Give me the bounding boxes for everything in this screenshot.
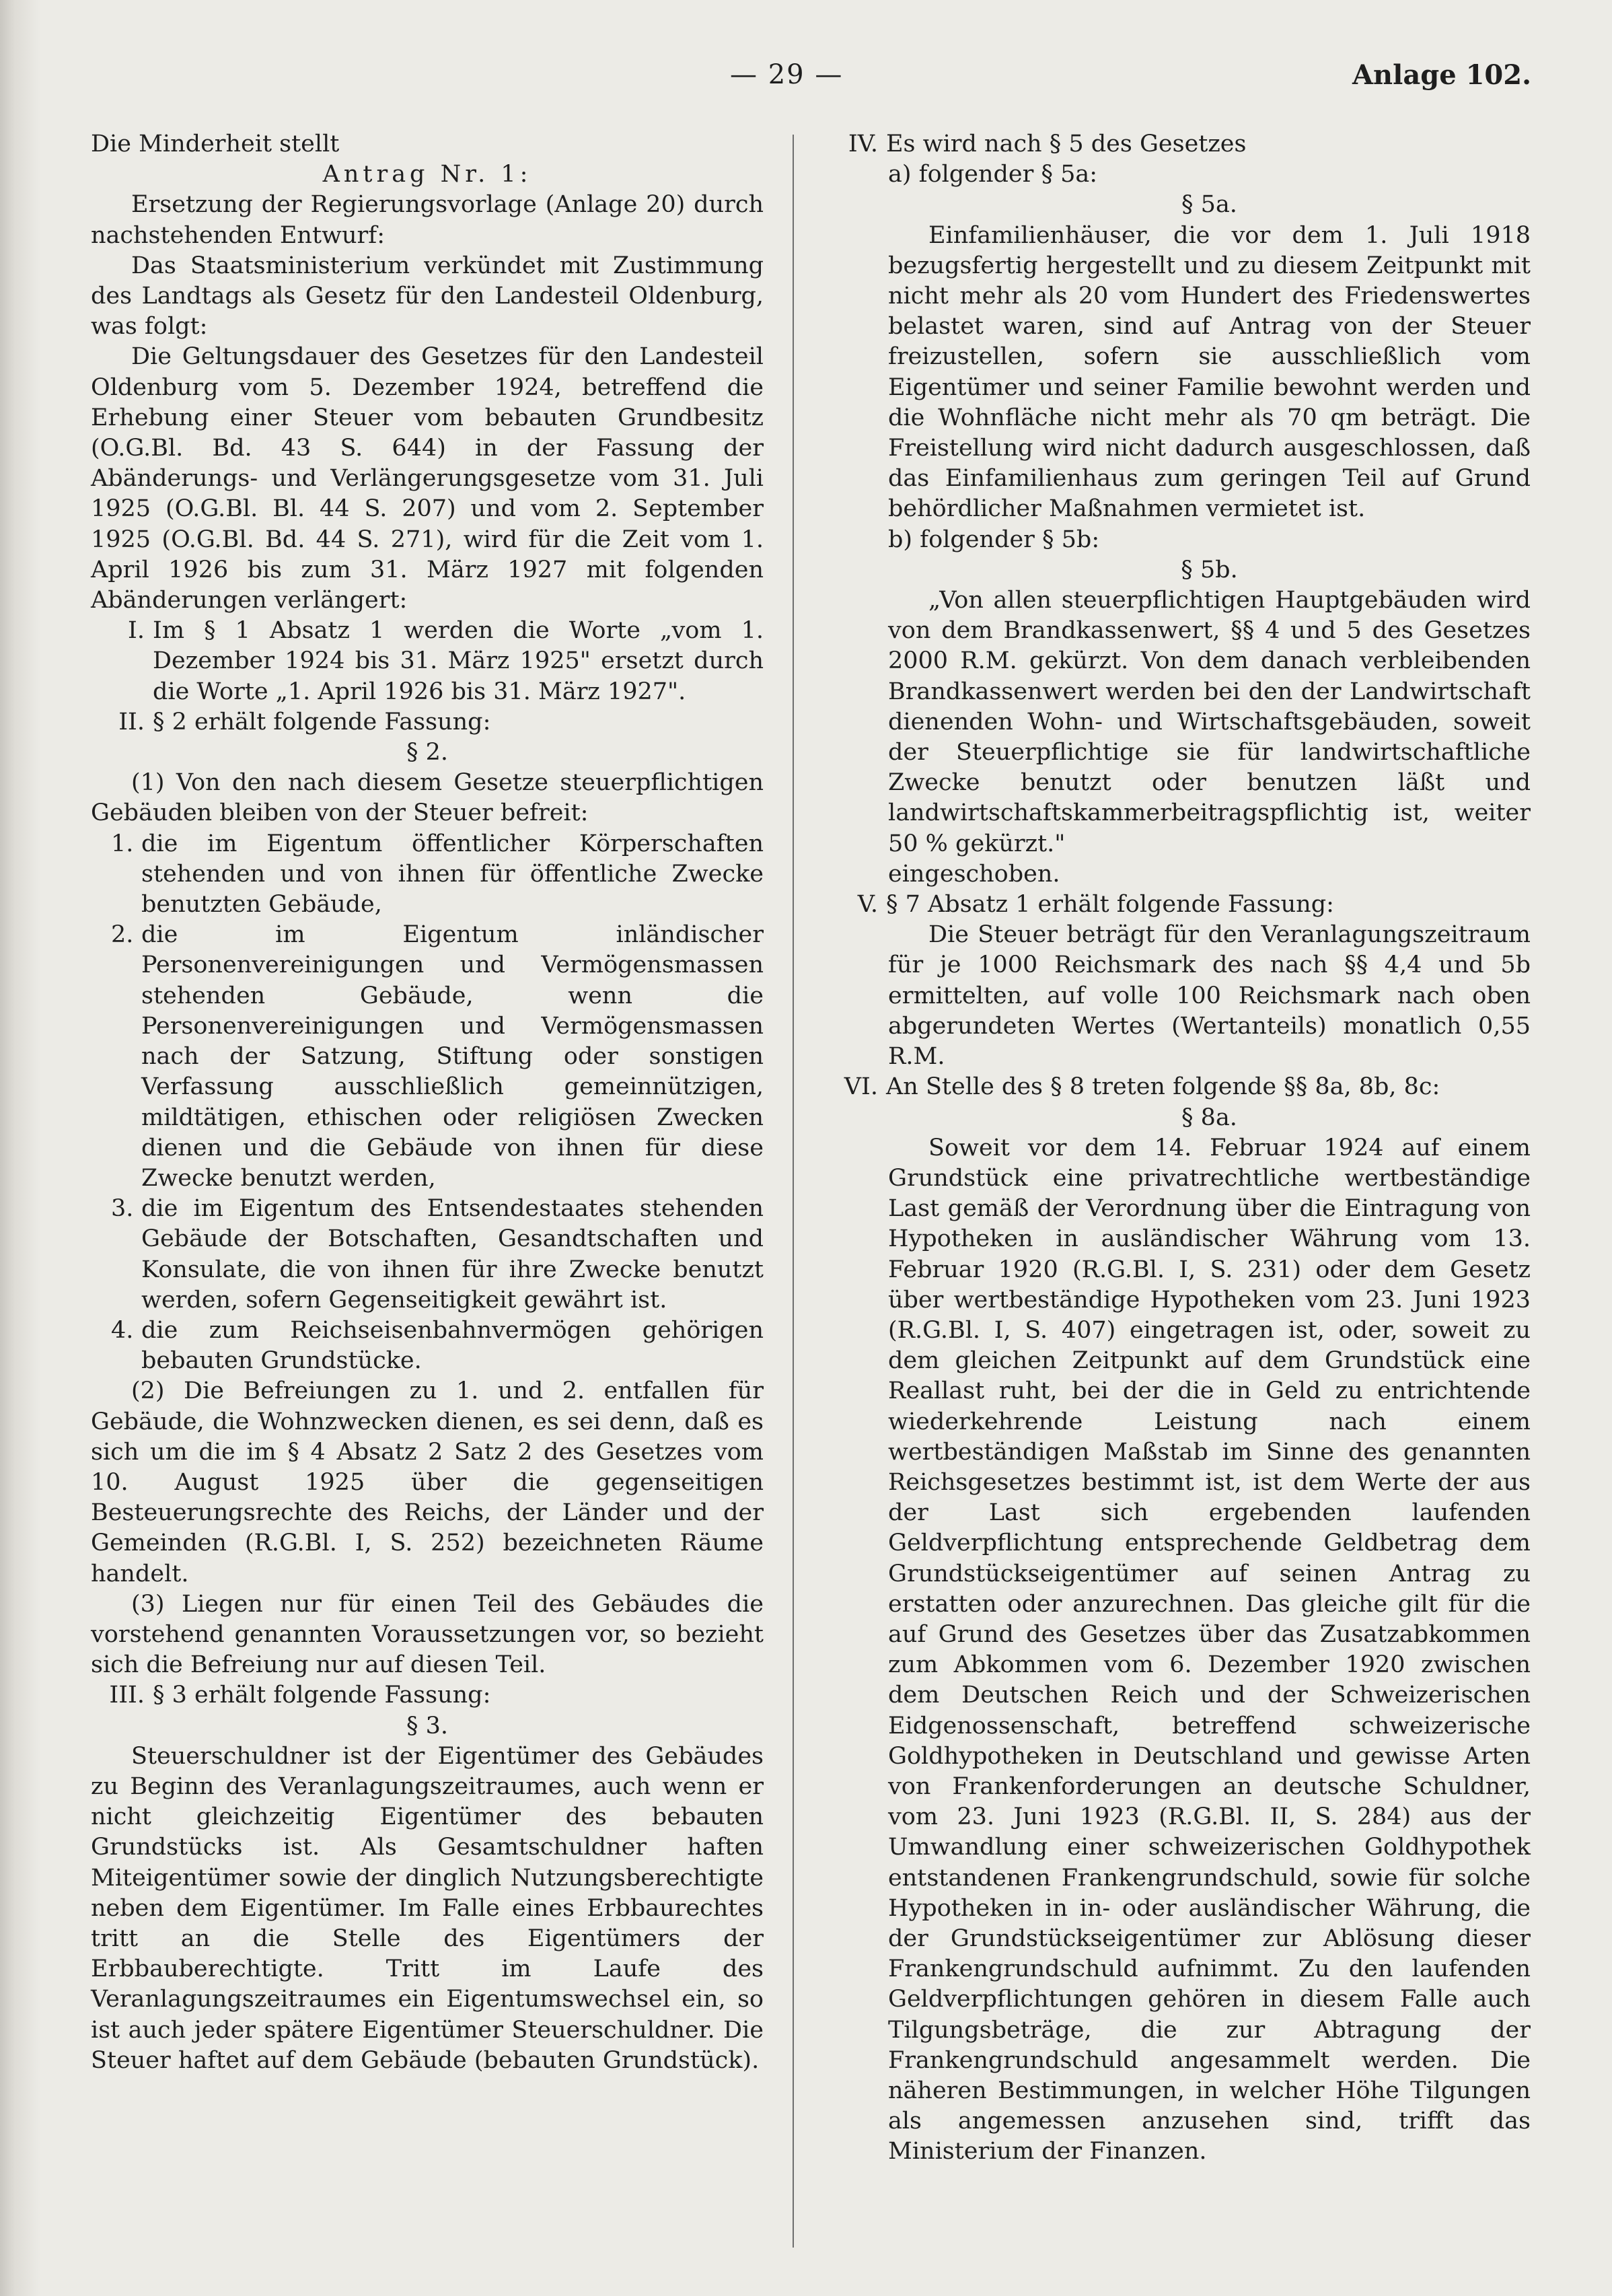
right-column — [844, 129, 1531, 2167]
list-item-number: 1. — [111, 830, 134, 857]
paragraph-heading: § 3. — [406, 1712, 449, 1739]
section-1 — [91, 616, 764, 707]
section-4 — [824, 129, 1531, 159]
list-item — [111, 1316, 764, 1376]
list-item-number: 2. — [111, 921, 134, 949]
enactment-clause: Das Staatsministerium verkündet mit Zustimmung des Landtags als Gesetz für den Landesteil Oldenburg, was folgt: — [91, 252, 764, 340]
paragraph-text: Steuerschuldner ist der Eigentümer des Gebäudes zu Beginn des Veranlagungszeitraumes, auch wenn er nicht gleichzeitig Eigentümer des bebauten Grundstücks ist. Als Gesamtschuldner haften Miteigentümer sowie der dinglich Nutzungsberechtigte neben dem Eigentümer. Im Falle eines Erbbaurechtes tritt an die Stelle des Eigentümers der Erbbauberechtigte. Tritt im Laufe des Veranlagungszeitraumes ein Eigentumswechsel ein, so ist auch jeder spätere Eigentümer Steuerschuldner. Die Steuer haftet auf dem Gebäude (bebauten Grundstück). — [91, 1742, 764, 2074]
paragraph-text: Soweit vor dem 14. Februar 1924 auf einem Grundstück eine privatrechtliche wertbeständige Last gemäß der Verordnung über die Eintragung von Hypotheken in ausländischer Währung vom 13. Februar 1920 (R.G.Bl. I, S. 231) oder dem Gesetz über wertbeständige Hypotheken vom 23. Juni 1923 (R.G.Bl. I, S. 407) eingetragen ist, oder, soweit zu dem gleichen Zeitpunkt auf dem Grundstück eine Reallast ruht, bei der die in Geld zu entrichtende wiederkehrende Leistung nach einem wertbeständigen Maßstab im Sinne des genannten Reichsgesetzes bestimmt ist, ist dem Werte der aus der Last sich ergebenden laufenden Geldverpflichtung entsprechende Geldbetrag dem Grundstückseigentümer auf seinen Antrag zu erstatten oder anzurechnen. Das gleiche gilt für die auf Grund des Gesetzes über das Zusatzabkommen zum Abkommen vom 6. Dezember 1920 zwischen dem Deutschen Reich und der Schweizerischen Eidgenossenschaft, betreffend schweizerische Goldhypotheken in Deutschland und gewisse Arten von Frankenforderungen an deutsche Schuldner, vom 23. Juni 1923 (R.G.Bl. II, S. 284) aus der Umwandlung einer schweizerischen Goldhypothek entstandenen Frankengrundschuld, sowie für solche Hypotheken in in- oder ausländischer Währung, die der Grundstückseigentümer zur Ablösung dieser Frankengrundschuld aufnimmt. Zu den laufenden Geldverpflichtungen gehören in diesem Falle auch Tilgungsbeträge, die zur Abtragung der Frankengrundschuld angesammelt werden. Die näheren Bestimmungen, in welcher Höhe Tilgungen als angemessen anzusehen sind, trifft das Ministerium der Finanzen. — [888, 1134, 1531, 2165]
column-divider — [793, 135, 794, 2248]
subsection-a: a) folgender § 5a: — [888, 161, 1098, 188]
section-text: Im § 1 Absatz 1 werden die Worte „vom 1. Dezember 1924 bis 31. März 1925" ersetzt durch die Worte „1. April 1926 bis 31. März 1927". — [153, 617, 764, 705]
paragraph-text: (1) Von den nach diesem Gesetze steuerpflichtigen Gebäuden bleiben von der Steuer befreit: — [91, 769, 764, 827]
section-text: An Stelle des § 8 treten folgende §§ 8a, 8b, 8c: — [886, 1073, 1440, 1101]
paragraph-text: (2) Die Befreiungen zu 1. und 2. entfallen für Gebäude, die Wohnzwecken dienen, es sei denn, daß es sich um die im § 4 Absatz 2 Satz 2 des Gesetzes vom 10. August 1925 über die gegenseitigen Besteuerungsrechte des Reichs, der Länder und der Gemeinden (R.G.Bl. I, S. 252) bezeichneten Räume handelt. — [91, 1377, 764, 1587]
section-number: I. — [128, 617, 145, 645]
paragraph-text: Einfamilienhäuser, die vor dem 1. Juli 1918 bezugsfertig hergestellt und zu diesem Zeitpunkt mit nicht mehr als 20 vom Hundert des Friedenswertes belastet waren, sind auf Antrag von der Steuer freizustellen, sofern sie ausschließlich vom Eigentümer und seiner Familie bewohnt werden und die Wohnfläche nicht mehr als 70 qm beträgt. Die Freistellung wird nicht dadurch ausgeschlossen, daß das Einfamilienhaus zum geringen Teil auf Grund behördlicher Maßnahmen vermietet ist. — [888, 221, 1531, 523]
list-item-text: die im Eigentum des Entsendestaates stehenden Gebäude der Botschaften, Gesandtschaften und Konsulate, die von ihnen für ihre Zwecke benutzt werden, sofern Gegenseitigkeit gewährt ist. — [141, 1195, 764, 1314]
section-text: § 7 Absatz 1 erhält folgende Fassung: — [886, 891, 1334, 919]
minority-intro: Die Minderheit stellt — [91, 131, 340, 157]
section-text: § 2 erhält folgende Fassung: — [153, 708, 491, 736]
validity-paragraph: Die Geltungsdauer des Gesetzes für den Landesteil Oldenburg vom 5. Dezember 1924, betreffend die Erhebung einer Steuer vom bebauten Grundbesitz (O.G.Bl. Bd. 43 S. 644) in der Fassung der Abänderungs- und Verlängerungsgesetze vom 31. Juli 1925 (O.G.Bl. Bl. 44 S. 207) und vom 2. September 1925 (O.G.Bl. Bd. 44 S. 271), wird für die Zeit vom 1. April 1926 bis zum 31. März 1927 mit folgenden Abänderungen verlängert: — [91, 343, 764, 614]
section-number: III. — [109, 1682, 145, 1709]
paragraph-text: Die Steuer beträgt für den Veranlagungszeitraum für je 1000 Reichsmark des nach §§ 4,4 und 5b ermittelten, auf volle 100 Reichsmark nach oben abgerundeten Wertes (Wertanteils) monatlich 0,55 R.M. — [888, 921, 1531, 1071]
annex-label: Anlage 102. — [1352, 59, 1531, 91]
list-item-text: die im Eigentum öffentlicher Körperschaften stehenden und von ihnen für öffentliche Zwecke benutzten Gebäude, — [141, 830, 764, 919]
section-6 — [824, 1072, 1531, 1102]
subsection-b: b) folgender § 5b: — [888, 526, 1100, 553]
list-item-number: 3. — [111, 1195, 134, 1223]
motion-heading: Antrag Nr. 1: — [322, 161, 532, 188]
page-number: — 29 — — [730, 59, 844, 90]
insertion-note: eingeschoben. — [888, 860, 1060, 888]
section-3 — [91, 1680, 764, 1711]
section-number: IV. — [848, 131, 878, 157]
section-text: Es wird nach § 5 des Gesetzes — [886, 131, 1247, 157]
paragraph-text: „Von allen steuerpflichtigen Hauptgebäuden wird von dem Brandkassenwert, §§ 4 und 5 des Gesetzes 2000 R.M. gekürzt. Von dem danach verbleibenden Brandkassenwert werden bei den der Landwirtschaft dienenden Wohn- und Wirtschaftsgebäuden, soweit der Steuerpflichtige sie für landwirtschaftliche Zwecke benutzt oder benutzen läßt und landwirtschaftskammerbeitragspflichtig ist, weiter 50 % gekürzt." — [888, 587, 1531, 857]
section-text: § 3 erhält folgende Fassung: — [153, 1682, 491, 1709]
paragraph-text: (3) Liegen nur für einen Teil des Gebäudes die vorstehend genannten Voraussetzungen vor, so bezieht sich die Befreiung nur auf diesen Teil. — [91, 1590, 764, 1679]
list-item-text: die im Eigentum inländischer Personenvereinigungen und Vermögensmassen stehenden Gebäude, wenn die Personenvereinigungen und Vermögensmassen nach der Satzung, Stiftung oder sonstigen Verfassung ausschließlich gemeinnützigen, mildtätigen, ethischen oder religiösen Zwecken dienen und die Gebäude von ihnen für diese Zwecke benutzt werden, — [141, 921, 764, 1192]
paragraph-heading: § 5b. — [1181, 556, 1238, 583]
section-5 — [824, 890, 1531, 920]
list-item — [111, 920, 764, 1194]
motion-intro: Ersetzung der Regierungsvorlage (Anlage 20) durch nachstehenden Entwurf: — [91, 191, 764, 249]
section-number: V. — [857, 891, 878, 919]
list-item — [111, 829, 764, 921]
section-2 — [91, 707, 764, 738]
page-header — [0, 59, 1612, 106]
paragraph-heading: § 8a. — [1181, 1104, 1237, 1131]
left-column — [91, 129, 764, 2076]
paragraph-heading: § 2. — [406, 739, 449, 766]
section-number: II. — [118, 708, 145, 736]
paragraph-heading: § 5a. — [1181, 191, 1237, 219]
list-item-text: die zum Reichseisenbahnvermögen gehörigen bebauten Grundstücke. — [141, 1316, 764, 1375]
list-item-number: 4. — [111, 1316, 134, 1344]
section-number: VI. — [844, 1073, 878, 1101]
list-item — [111, 1194, 764, 1316]
